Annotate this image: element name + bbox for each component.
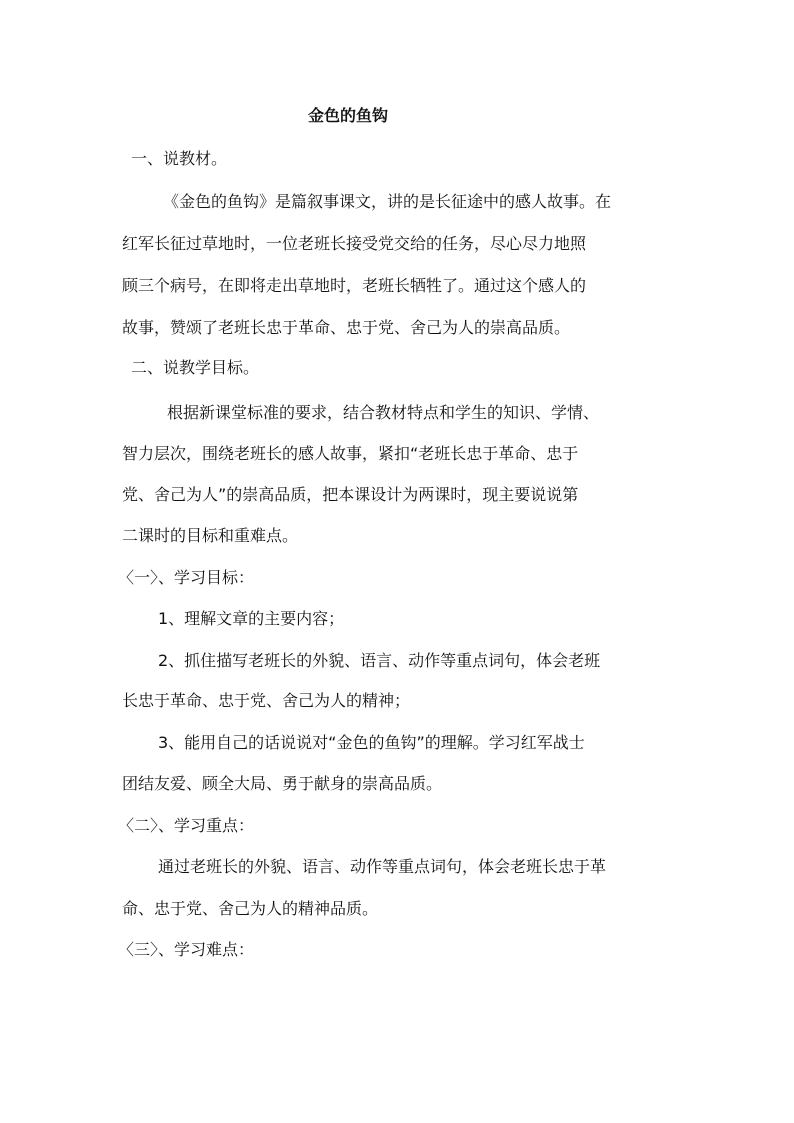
paragraph-line: 根据新课堂标准的要求，结合教材特点和学生的知识、学情、 (167, 403, 600, 422)
paragraph-line: 通过老班长的外貌、语言、动作等重点词句，体会老班长忠于革 (158, 857, 607, 876)
subsection-heading-learning-goals: 〈一〉、学习目标： (118, 568, 255, 587)
paragraph-line: 党、舍己为人”的崇高品质，把本课设计为两课时，现主要说说第 (122, 485, 579, 504)
paragraph-line: 二课时的目标和重难点。 (122, 526, 299, 545)
paragraph-line: 长忠于革命、忠于党、舍己为人的精神； (122, 691, 411, 710)
list-item-goal-3: 3、能用自己的话说说对“金色的鱼钩”的理解。学习红军战士 (158, 733, 585, 752)
section-heading-textbook: 一、说教材。 (131, 149, 228, 168)
section-heading-goals: 二、说教学目标。 (131, 358, 260, 377)
list-item-goal-2: 2、抓住描写老班长的外貌、语言、动作等重点词句，体会老班 (158, 651, 601, 670)
subsection-heading-difficulties: 〈三〉、学习难点： (118, 940, 255, 959)
paragraph-line: 红军长征过草地时，一位老班长接受党交给的任务，尽心尽力地照 (122, 234, 587, 253)
paragraph-line: 顾三个病号，在即将走出草地时，老班长牺牲了。通过这个感人的 (122, 276, 587, 295)
document-title: 金色的鱼钩 (308, 106, 389, 125)
paragraph-line: 《金色的鱼钩》是篇叙事课文，讲的是长征途中的感人故事。在 (163, 192, 612, 211)
paragraph-line: 命、忠于党、舍己为人的精神品质。 (122, 899, 379, 918)
paragraph-line: 智力层次，围绕老班长的感人故事，紧扣“老班长忠于革命、忠于 (122, 444, 579, 463)
paragraph-line: 故事，赞颂了老班长忠于革命、忠于党、舍己为人的崇高品质。 (122, 318, 571, 337)
list-item-goal-1: 1、理解文章的主要内容； (158, 609, 345, 628)
paragraph-line: 团结友爱、顾全大局、勇于献身的崇高品质。 (122, 774, 443, 793)
subsection-heading-key-points: 〈二〉、学习重点： (118, 816, 255, 835)
